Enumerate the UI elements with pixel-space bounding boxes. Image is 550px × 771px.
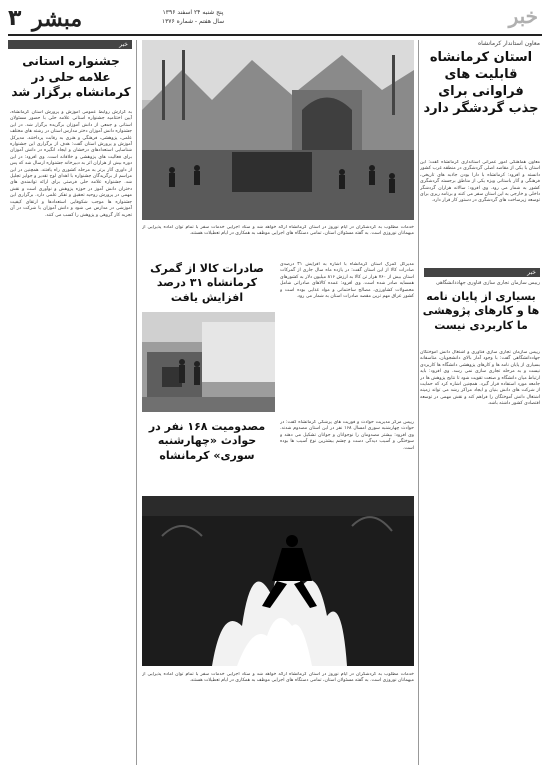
article-headline: مصدومیت ۱۶۸ نفر در حوادث «چهارشنبه سوری» کرمانشاه bbox=[148, 420, 266, 462]
customs-photo bbox=[142, 312, 275, 412]
article-body: به گزارش روابط عمومی آموزش و پرورش استان کرمانشاه، آیین اختتامیه جشنواره استانی علامه حلی با حضور مسئولان استانی و جمعی از دانش آموزان برگزیده برگزار شد. در این جشنواره دانش آموزان دختر مدارس استان در رشته های مختلف علمی، پژوهشی، فرهنگی و هنری به رقابت پرداختند. مدیرکل آموزش و پرورش استان گفت: هدف از برگزاری این جشنواره شناسایی استعدادهای درخشان و ایجاد انگیزه در دانش آموزان برای فعالیت های پژوهشی و خلاقانه است. وی افزود: در این دوره بیش از هزاران اثر به دبیرخانه جشنواره ارسال شد که پس از داوری آثار برتر به مرحله کشوری راه یافتند. همچنین در این مراسم از برگزیدگان جشنواره با اهدای لوح تقدیر و جوایز تجلیل شد. جشنواره علامه حلی فرصتی برای ارائه توانمندی های دختران دانش آموز در حوزه پژوهش و نوآوری است و نقش مهمی در پرورش روحیه تحقیق و تفکر علمی دارد. برگزاری این جشنواره ها موجب شکوفایی استعدادها و ارتقای کیفیت آموزشی در مدارس می شود و دانش آموزان با شرکت در آن تجربه کار گروهی و پژوهش را کسب می کنند. bbox=[10, 110, 132, 218]
customs-photo-image bbox=[142, 312, 275, 412]
section-bar-label: خبر bbox=[119, 41, 128, 48]
section-bar bbox=[424, 268, 540, 277]
article-kicker: معاون استاندار کرمانشاه bbox=[478, 40, 540, 47]
section-title: خبر bbox=[508, 4, 538, 28]
newspaper-logo: مبشر bbox=[32, 6, 83, 32]
issue-date: پنج شنبه ۲۴ اسفند ۱۳۹۶ سال هفتم - شماره ۱۳۷۶ bbox=[161, 9, 225, 25]
fire-festival-photo-image bbox=[142, 496, 414, 666]
article-headline: جشنواره استانی علامه حلی در کرمانشاه برگزار شد bbox=[11, 54, 131, 100]
column-divider bbox=[136, 40, 137, 765]
section-bar-label: خبر bbox=[527, 269, 536, 276]
article-body: خدمات مطلوب به گردشگران در ایام نوروز در استان کرمانشاه ارائه خواهد شد و ستاد اجرایی خدمات سفر با تمام توان آماده پذیرایی از میهمانان نوروزی است. به گفته مسئولان استان، تمامی دستگاه های اجرایی موظف به همکاری در ایام تعطیلات هستند. bbox=[142, 225, 414, 237]
article-body: مدیرکل گمرک استان کرمانشاه با اشاره به افزایش ۳۱ درصدی صادرات کالا از این استان گفت: در یازده ماه سال جاری از گمرکات استان بیش از ۷۶۰ هزار تن کالا به ارزش ۸۱۶ میلیون دلار به کشورهای همسایه صادر شده است. وی افزود: عمده کالاهای صادراتی شامل محصولات کشاورزی، مصالح ساختمانی و مواد غذایی بوده است و کشور عراق مهم ترین مقصد صادرات استان به شمار می رود. bbox=[280, 262, 414, 300]
tourism-photo-image bbox=[142, 40, 414, 220]
fire-festival-photo bbox=[142, 496, 414, 666]
section-bar bbox=[8, 40, 132, 49]
article-body: رییس سازمان تجاری سازی فناوری و اشتغال دانش آموختگان جهاددانشگاهی گفت: با وجود آمار بالای دانشجویان، متاسفانه بسیاری از پایان نامه ها و کارهای پژوهشی دانشگاه ها کاربردی نیست و به مرحله تجاری سازی نمی رسد. وی افزود: باید ارتباط میان دانشگاه و صنعت تقویت شود تا نتایج پژوهش ها در جامعه مورد استفاده قرار گیرد. همچنین اشاره کرد که حمایت از شرکت های دانش بنیان و ایجاد مراکز رشد می تواند زمینه اشتغال دانش آموختگان را فراهم کند و نقش مهمی در توسعه اقتصادی کشور داشته باشد. bbox=[420, 350, 540, 407]
article-headline: استان کرمانشاه قابلیت های فراوانی برای جذب گردشگر دارد bbox=[423, 50, 539, 116]
article-kicker: رییس سازمان تجاری سازی فناوری جهاددانشگاهی bbox=[435, 280, 540, 286]
tourism-photo bbox=[142, 40, 414, 220]
article-headline: بسیاری از پایان نامه ها و کارهای پژوهشی ما کاربردی نیست bbox=[422, 290, 540, 332]
column-divider bbox=[418, 40, 419, 765]
article-body: معاون هماهنگی امور عمرانی استانداری کرمانشاه گفت: این استان با یکی از مقاصد اصلی گردشگری در منطقه غرب کشور دانسته و افزود: کرمانشاه با دارا بودن جاذبه های تاریخی، فرهنگی و آثار باستانی ویژه یکی از مناطق برجسته گردشگری کشور به شمار می رود. وی افزود: سالانه هزاران گردشگر داخلی و خارجی به این استان سفر می کنند و برنامه ریزی برای توسعه زیرساخت های گردشگری در دستور کار قرار دارد. bbox=[420, 160, 540, 204]
masthead-rule bbox=[8, 34, 542, 36]
article-body: رییس مرکز مدیریت حوادث و فوریت های پزشکی کرمانشاه گفت: در حوادث چهارشنبه سوری امسال ۱۶۸ نفر در این استان مصدوم شدند. وی افزود: بیشتر مصدومان را نوجوانان و جوانان تشکیل می دهند و سوختگی و آسیب دیدگی دست و چشم بیشترین نوع آسیب ها بوده است. bbox=[280, 420, 414, 451]
page-number: ۳ bbox=[8, 6, 22, 31]
masthead bbox=[8, 6, 542, 36]
article-body: خدمات مطلوب به گردشگران در ایام نوروز در استان کرمانشاه ارائه خواهد شد و ستاد اجرایی خدمات سفر با تمام توان آماده پذیرایی از میهمانان نوروزی است. به گفته مسئولان استان، تمامی دستگاه های اجرایی موظف به همکاری در ایام تعطیلات هستند. bbox=[142, 672, 414, 684]
article-headline: صادرات کالا از گمرک کرمانشاه ۳۱ درصد افزایش یافت bbox=[150, 262, 264, 304]
